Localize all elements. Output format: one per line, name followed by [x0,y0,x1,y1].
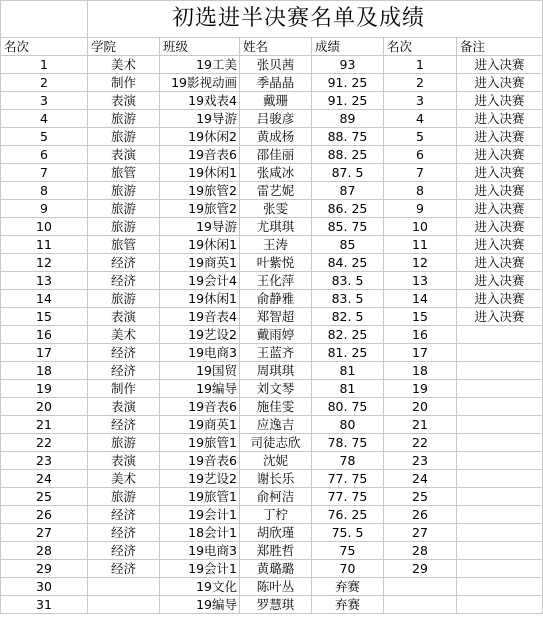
college-cell[interactable]: 表演 [88,452,160,470]
table-row [1,236,543,254]
table-row [1,200,543,218]
table-row [1,56,543,74]
rank2-cell[interactable]: 2 [384,74,457,92]
score-cell[interactable]: 81 [312,380,384,398]
class-cell[interactable]: 19休闲1 [160,236,240,254]
college-cell[interactable] [88,596,160,614]
note-cell[interactable]: 进入决赛 [457,146,543,164]
table-row [1,434,543,452]
score-cell[interactable]: 91. 25 [312,74,384,92]
score-cell[interactable]: 75 [312,542,384,560]
table-row [1,416,543,434]
college-cell[interactable]: 旅游 [88,290,160,308]
rank-cell[interactable]: 12 [1,254,88,272]
class-cell[interactable]: 19文化 [160,578,240,596]
class-cell[interactable]: 19音表4 [160,308,240,326]
college-cell[interactable]: 经济 [88,362,160,380]
score-cell[interactable]: 91. 25 [312,92,384,110]
table-row [1,290,543,308]
table-row [1,524,543,542]
score-cell[interactable]: 88. 25 [312,146,384,164]
rank-cell[interactable]: 27 [1,524,88,542]
rank2-cell[interactable]: 7 [384,164,457,182]
rank-cell[interactable]: 6 [1,146,88,164]
table-row [1,578,543,596]
rank2-cell[interactable]: 9 [384,200,457,218]
name-cell[interactable]: 胡欣瑾 [240,524,312,542]
score-cell[interactable]: 87 [312,182,384,200]
note-cell[interactable] [457,524,543,542]
college-cell[interactable]: 旅游 [88,182,160,200]
note-cell[interactable] [457,578,543,596]
name-cell[interactable]: 丁柠 [240,506,312,524]
college-cell[interactable]: 旅游 [88,200,160,218]
rank2-cell[interactable]: 10 [384,218,457,236]
note-cell[interactable]: 进入决赛 [457,74,543,92]
rank2-cell[interactable]: 6 [384,146,457,164]
rank-cell[interactable]: 19 [1,380,88,398]
name-cell[interactable]: 刘文琴 [240,380,312,398]
name-cell[interactable]: 季晶晶 [240,74,312,92]
class-cell[interactable]: 19音表6 [160,146,240,164]
college-cell[interactable]: 制作 [88,380,160,398]
note-cell[interactable]: 进入决赛 [457,236,543,254]
note-cell[interactable]: 进入决赛 [457,128,543,146]
score-cell[interactable]: 83. 5 [312,272,384,290]
rank2-cell[interactable]: 12 [384,254,457,272]
class-cell[interactable]: 19艺设2 [160,470,240,488]
score-cell[interactable]: 81 [312,362,384,380]
table-row [1,164,543,182]
rank-cell[interactable]: 15 [1,308,88,326]
table-row [1,344,543,362]
sheet-title: 初选进半决赛名单及成绩 [172,6,426,31]
name-cell[interactable]: 应逸吉 [240,416,312,434]
name-cell[interactable]: 沈妮 [240,452,312,470]
table-row [1,470,543,488]
class-cell[interactable]: 19音表6 [160,452,240,470]
header-rank2[interactable]: 名次 [384,38,457,56]
college-cell[interactable] [88,578,160,596]
college-cell[interactable]: 表演 [88,308,160,326]
name-cell[interactable]: 罗慧琪 [240,596,312,614]
rank-cell[interactable]: 16 [1,326,88,344]
note-cell[interactable] [457,326,543,344]
score-cell[interactable]: 93 [312,56,384,74]
rank2-cell[interactable] [384,578,457,596]
name-cell[interactable]: 雷艺妮 [240,182,312,200]
note-cell[interactable]: 进入决赛 [457,182,543,200]
name-cell[interactable]: 俞柯洁 [240,488,312,506]
class-cell[interactable]: 19导游 [160,110,240,128]
note-cell[interactable]: 进入决赛 [457,56,543,74]
table-row [1,182,543,200]
rank-cell[interactable]: 3 [1,92,88,110]
rank-cell[interactable]: 31 [1,596,88,614]
name-cell[interactable]: 黄成杨 [240,128,312,146]
note-cell[interactable]: 进入决赛 [457,218,543,236]
name-cell[interactable]: 叶紫悦 [240,254,312,272]
table-row [1,362,543,380]
rank-cell[interactable]: 7 [1,164,88,182]
college-cell[interactable]: 经济 [88,416,160,434]
class-cell[interactable]: 19休闲2 [160,128,240,146]
score-cell[interactable]: 84. 25 [312,254,384,272]
rank-cell[interactable]: 30 [1,578,88,596]
rank2-cell[interactable]: 3 [384,92,457,110]
table-row [1,596,543,614]
rank2-cell[interactable]: 18 [384,362,457,380]
header-rank[interactable]: 名次 [1,38,88,56]
college-cell[interactable]: 旅游 [88,128,160,146]
name-cell[interactable]: 王化萍 [240,272,312,290]
rank2-cell[interactable]: 13 [384,272,457,290]
name-cell[interactable]: 吕骏彦 [240,110,312,128]
rank2-cell[interactable]: 8 [384,182,457,200]
title-blank-cell[interactable] [1,1,88,38]
header-score[interactable]: 成绩 [312,38,384,56]
name-cell[interactable]: 郑智超 [240,308,312,326]
table-row [1,146,543,164]
table-row [1,110,543,128]
note-cell[interactable] [457,560,543,578]
note-cell[interactable]: 进入决赛 [457,200,543,218]
score-cell[interactable]: 70 [312,560,384,578]
rank-cell[interactable]: 20 [1,398,88,416]
score-cell[interactable]: 85. 75 [312,218,384,236]
score-cell[interactable]: 85 [312,236,384,254]
name-cell[interactable]: 俞静雅 [240,290,312,308]
rank2-cell[interactable]: 23 [384,452,457,470]
table-row [1,488,543,506]
note-cell[interactable]: 进入决赛 [457,164,543,182]
name-cell[interactable]: 周琪琪 [240,362,312,380]
rank2-cell[interactable]: 22 [384,434,457,452]
table-row [1,308,543,326]
rank2-cell[interactable]: 28 [384,542,457,560]
college-cell[interactable]: 美术 [88,470,160,488]
title-cell[interactable] [88,1,543,38]
score-cell[interactable]: 86. 25 [312,200,384,218]
rank2-cell[interactable]: 26 [384,506,457,524]
rank-cell[interactable]: 4 [1,110,88,128]
class-cell[interactable]: 19旅管2 [160,200,240,218]
college-cell[interactable]: 经济 [88,560,160,578]
college-cell[interactable]: 经济 [88,506,160,524]
note-cell[interactable] [457,506,543,524]
college-cell[interactable]: 表演 [88,92,160,110]
note-cell[interactable] [457,488,543,506]
rank-cell[interactable]: 14 [1,290,88,308]
name-cell[interactable]: 黄璐璐 [240,560,312,578]
class-cell[interactable]: 19编导 [160,596,240,614]
header-name[interactable]: 姓名 [240,38,312,56]
rank2-cell[interactable]: 21 [384,416,457,434]
college-cell[interactable]: 表演 [88,398,160,416]
name-cell[interactable]: 司徒志欣 [240,434,312,452]
note-cell[interactable] [457,362,543,380]
college-cell[interactable]: 经济 [88,344,160,362]
rank-cell[interactable]: 22 [1,434,88,452]
score-cell[interactable]: 弃赛 [312,578,384,596]
score-cell[interactable]: 75. 5 [312,524,384,542]
score-cell[interactable]: 78. 75 [312,434,384,452]
college-cell[interactable]: 旅游 [88,218,160,236]
name-cell[interactable]: 戴珊 [240,92,312,110]
class-cell[interactable]: 19电商3 [160,542,240,560]
table-row [1,254,543,272]
header-college[interactable]: 学院 [88,38,160,56]
rank2-cell[interactable]: 16 [384,326,457,344]
note-cell[interactable]: 进入决赛 [457,254,543,272]
class-cell[interactable]: 19影视动画 [160,74,240,92]
table-row [1,92,543,110]
score-cell[interactable]: 82. 25 [312,326,384,344]
rank2-cell[interactable]: 14 [384,290,457,308]
name-cell[interactable]: 戴雨婷 [240,326,312,344]
table-row [1,128,543,146]
score-cell[interactable]: 78 [312,452,384,470]
rank-cell[interactable]: 8 [1,182,88,200]
college-cell[interactable]: 经济 [88,524,160,542]
rank2-cell[interactable]: 4 [384,110,457,128]
header-class[interactable]: 班级 [160,38,240,56]
rank-cell[interactable]: 17 [1,344,88,362]
note-cell[interactable]: 进入决赛 [457,290,543,308]
rank2-cell[interactable]: 17 [384,344,457,362]
score-cell[interactable]: 76. 25 [312,506,384,524]
class-cell[interactable]: 19商英1 [160,254,240,272]
rank2-cell[interactable]: 25 [384,488,457,506]
rank-cell[interactable]: 5 [1,128,88,146]
rank2-cell[interactable]: 29 [384,560,457,578]
note-cell[interactable] [457,452,543,470]
score-cell[interactable]: 80 [312,416,384,434]
rank-cell[interactable]: 2 [1,74,88,92]
rank-cell[interactable]: 24 [1,470,88,488]
college-cell[interactable]: 表演 [88,146,160,164]
name-cell[interactable]: 王蓝齐 [240,344,312,362]
note-cell[interactable] [457,398,543,416]
score-cell[interactable]: 89 [312,110,384,128]
header-row [1,38,543,56]
name-cell[interactable]: 王涛 [240,236,312,254]
rank2-cell[interactable]: 5 [384,128,457,146]
score-cell[interactable]: 82. 5 [312,308,384,326]
rank-cell[interactable]: 23 [1,452,88,470]
college-cell[interactable]: 旅管 [88,164,160,182]
rank-cell[interactable]: 28 [1,542,88,560]
name-cell[interactable]: 张贝茜 [240,56,312,74]
class-cell[interactable]: 19导游 [160,218,240,236]
college-cell[interactable]: 旅管 [88,236,160,254]
rank-cell[interactable]: 25 [1,488,88,506]
college-cell[interactable]: 经济 [88,254,160,272]
score-cell[interactable]: 83. 5 [312,290,384,308]
class-cell[interactable]: 19商英1 [160,416,240,434]
rank2-cell[interactable]: 24 [384,470,457,488]
rank2-cell[interactable]: 1 [384,56,457,74]
college-cell[interactable]: 旅游 [88,488,160,506]
header-note[interactable]: 备注 [457,38,543,56]
class-cell[interactable]: 19音表6 [160,398,240,416]
name-cell[interactable]: 张咸冰 [240,164,312,182]
class-cell[interactable]: 19旅管1 [160,488,240,506]
class-cell[interactable]: 19旅管1 [160,434,240,452]
rank-cell[interactable]: 13 [1,272,88,290]
rank2-cell[interactable]: 19 [384,380,457,398]
class-cell[interactable]: 18会计1 [160,524,240,542]
rank-cell[interactable]: 18 [1,362,88,380]
table-row [1,326,543,344]
table-row [1,542,543,560]
note-cell[interactable]: 进入决赛 [457,308,543,326]
score-cell[interactable]: 77. 75 [312,488,384,506]
score-cell[interactable]: 81. 25 [312,344,384,362]
note-cell[interactable] [457,470,543,488]
college-cell[interactable]: 美术 [88,56,160,74]
college-cell[interactable]: 经济 [88,542,160,560]
name-cell[interactable]: 谢长乐 [240,470,312,488]
class-cell[interactable]: 19会计1 [160,560,240,578]
rank2-cell[interactable]: 15 [384,308,457,326]
score-cell[interactable]: 88. 75 [312,128,384,146]
class-cell[interactable]: 19戏表4 [160,92,240,110]
class-cell[interactable]: 19电商3 [160,344,240,362]
score-cell[interactable]: 77. 75 [312,470,384,488]
rank-cell[interactable]: 1 [1,56,88,74]
name-cell[interactable]: 张雯 [240,200,312,218]
title-row [1,1,543,38]
rank-cell[interactable]: 10 [1,218,88,236]
note-cell[interactable] [457,416,543,434]
table-row [1,560,543,578]
class-cell[interactable]: 19会计1 [160,506,240,524]
college-cell[interactable]: 美术 [88,326,160,344]
name-cell[interactable]: 郑胜哲 [240,542,312,560]
note-cell[interactable] [457,344,543,362]
college-cell[interactable]: 制作 [88,74,160,92]
name-cell[interactable]: 陈叶丛 [240,578,312,596]
note-cell[interactable]: 进入决赛 [457,110,543,128]
rank2-cell[interactable]: 20 [384,398,457,416]
note-cell[interactable]: 进入决赛 [457,272,543,290]
rank-cell[interactable]: 26 [1,506,88,524]
score-cell[interactable]: 弃赛 [312,596,384,614]
class-cell[interactable]: 19工美 [160,56,240,74]
class-cell[interactable]: 19休闲1 [160,164,240,182]
rank2-cell[interactable]: 27 [384,524,457,542]
rank-cell[interactable]: 29 [1,560,88,578]
table-row [1,272,543,290]
note-cell[interactable] [457,380,543,398]
table-row [1,218,543,236]
rank2-cell[interactable] [384,596,457,614]
score-cell[interactable]: 80. 75 [312,398,384,416]
table-row [1,452,543,470]
note-cell[interactable] [457,434,543,452]
rank2-cell[interactable]: 11 [384,236,457,254]
table-row [1,380,543,398]
class-cell[interactable]: 19编导 [160,380,240,398]
name-cell[interactable]: 尤琪琪 [240,218,312,236]
college-cell[interactable]: 经济 [88,272,160,290]
class-cell[interactable]: 19艺设2 [160,326,240,344]
rank-cell[interactable]: 21 [1,416,88,434]
class-cell[interactable]: 19国贸 [160,362,240,380]
note-cell[interactable] [457,596,543,614]
table-row [1,398,543,416]
table-row [1,506,543,524]
rank-cell[interactable]: 9 [1,200,88,218]
rank-cell[interactable]: 11 [1,236,88,254]
name-cell[interactable]: 施佳雯 [240,398,312,416]
college-cell[interactable]: 旅游 [88,110,160,128]
score-cell[interactable]: 87. 5 [312,164,384,182]
class-cell[interactable]: 19休闲1 [160,290,240,308]
college-cell[interactable]: 旅游 [88,434,160,452]
note-cell[interactable] [457,542,543,560]
note-cell[interactable]: 进入决赛 [457,92,543,110]
class-cell[interactable]: 19会计4 [160,272,240,290]
table-row [1,74,543,92]
class-cell[interactable]: 19旅管2 [160,182,240,200]
name-cell[interactable]: 邵佳丽 [240,146,312,164]
